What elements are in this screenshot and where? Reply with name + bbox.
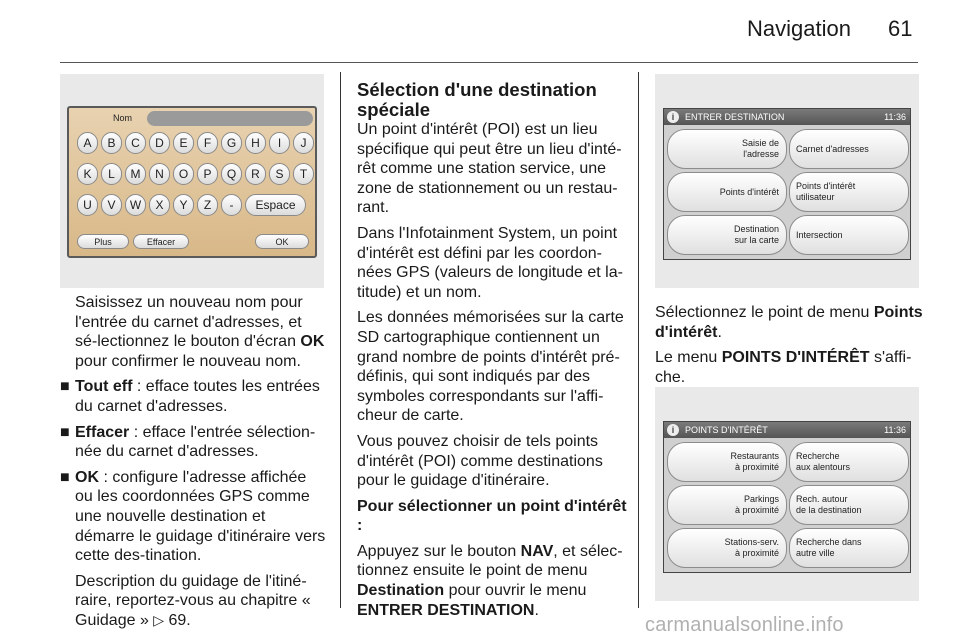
key[interactable]: P xyxy=(197,163,218,185)
search-nearby-button[interactable] xyxy=(789,442,909,482)
button-label: Restaurants à proximité xyxy=(730,451,779,472)
search-other-city-button[interactable] xyxy=(789,528,909,568)
key[interactable]: R xyxy=(245,163,266,185)
button-label: Points d'intérêt xyxy=(719,186,779,197)
section-heading: Sélection d'une destination spéciale xyxy=(357,79,597,120)
more-button[interactable]: Plus xyxy=(77,234,129,249)
procedure-heading: Pour sélectionner un point d'intérêt : xyxy=(357,497,627,535)
name-label: Nom xyxy=(113,113,133,123)
key[interactable]: V xyxy=(101,194,122,216)
search-near-destination-button[interactable] xyxy=(789,485,909,525)
key-row xyxy=(77,163,314,185)
paragraph: Les données mémorisées sur la carte SD cartographique contiennent un grand nombre de points d'intérêt pré-définis, qui sont indiqués par des symboles correspondants sur l'affi-cheur de carte. xyxy=(357,309,624,425)
key[interactable]: A xyxy=(77,132,98,154)
page-reference-icon: ▷ xyxy=(153,611,165,628)
button-label: Recherche aux alentours xyxy=(796,451,851,472)
key[interactable]: I xyxy=(269,132,290,154)
destination-menu-figure xyxy=(655,74,919,288)
button-label: Destination sur la carte xyxy=(733,224,779,245)
destination-screen xyxy=(663,108,911,260)
bullet-icon: ■ xyxy=(60,378,70,396)
key[interactable]: J xyxy=(293,132,314,154)
paragraph: Vous pouvez choisir de tels points d'intérêt (POI) comme destinations pour le guidage d'itinéraire. xyxy=(357,432,603,490)
key[interactable]: C xyxy=(125,132,146,154)
info-icon[interactable]: i xyxy=(667,424,679,436)
key[interactable]: Y xyxy=(173,194,194,216)
paragraph: Appuyez sur le bouton NAV, et sélec-tionnez ensuite le point de menu Destination pour ouvrir le menu ENTRER DESTINATION. xyxy=(357,542,623,619)
clear-button[interactable]: Effacer xyxy=(133,234,189,249)
clock: 11:36 xyxy=(884,425,906,435)
button-label: Carnet d'adresses xyxy=(796,143,869,154)
button-label: Saisie de l'adresse xyxy=(741,138,779,159)
header-rule xyxy=(60,62,918,63)
keyboard-screen xyxy=(67,106,317,258)
key[interactable]: F xyxy=(197,132,218,154)
key-row xyxy=(77,132,314,154)
key[interactable]: U xyxy=(77,194,98,216)
key[interactable]: E xyxy=(173,132,194,154)
button-label: Rech. autour de la destination xyxy=(796,494,862,515)
bullet-item: ■ Effacer : efface l'entrée sélection-née du carnet d'adresses. xyxy=(60,423,316,461)
button-label: Stations-serv. à proximité xyxy=(724,537,779,558)
key[interactable]: G xyxy=(221,132,242,154)
poi-screen xyxy=(663,421,911,573)
fuel-stations-nearby-button[interactable] xyxy=(667,528,787,568)
intersection-button[interactable] xyxy=(789,215,909,255)
bullet-icon: ■ xyxy=(60,423,70,441)
paragraph: Le menu POINTS D'INTÉRÊT s'affi-che. xyxy=(655,349,912,386)
guidance-reference: Description du guidage de l'itiné-raire, reportez-vous au chapitre « Guidage » ▷ 69. xyxy=(75,572,311,629)
paragraph: Un point d'intérêt (POI) est un lieu spécifique qui peut être un lieu d'inté-rêt comme une station service, une zone de stationnement ou un restau-rant. xyxy=(357,121,622,217)
key[interactable]: W xyxy=(125,194,146,216)
key[interactable]: D xyxy=(149,132,170,154)
button-label: Parkings à proximité xyxy=(734,494,779,515)
intro-paragraph: Saisissez un nouveau nom pour l'entrée du carnet d'adresses, et sé-lectionnez le bouton d'écran OK pour confirmer le nouveau nom. xyxy=(75,294,325,370)
column-3-text xyxy=(655,303,923,393)
key[interactable]: K xyxy=(77,163,98,185)
paragraph: Sélectionnez le point de menu Points d'intérêt. xyxy=(655,304,923,341)
column-1-text xyxy=(60,293,328,637)
screen-title-bar xyxy=(664,109,910,125)
screen-title-bar xyxy=(664,422,910,438)
page-header-title: Navigation xyxy=(747,16,851,41)
key[interactable]: B xyxy=(101,132,122,154)
map-destination-button[interactable] xyxy=(667,215,787,255)
bullet-icon: ■ xyxy=(60,468,70,486)
ok-button[interactable]: OK xyxy=(255,234,309,249)
bullet-item: ■ Tout eff : efface toutes les entrées du carnet d'adresses. xyxy=(60,378,320,415)
key[interactable]: N xyxy=(149,163,170,185)
key[interactable]: Q xyxy=(221,163,242,185)
key[interactable]: H xyxy=(245,132,266,154)
watermark: carmanualsonline.info xyxy=(645,614,844,636)
key[interactable]: M xyxy=(125,163,146,185)
address-book-button[interactable] xyxy=(789,129,909,169)
parking-nearby-button[interactable] xyxy=(667,485,787,525)
column-2-text xyxy=(357,80,627,626)
address-entry-button[interactable] xyxy=(667,129,787,169)
key[interactable]: T xyxy=(293,163,314,185)
column-divider xyxy=(638,72,639,608)
poi-button[interactable] xyxy=(667,172,787,212)
key[interactable]: - xyxy=(221,194,242,216)
key-row xyxy=(77,194,306,216)
button-label: Recherche dans autre ville xyxy=(796,537,862,558)
keyboard-figure xyxy=(60,74,324,288)
key[interactable]: O xyxy=(173,163,194,185)
column-divider xyxy=(340,72,341,608)
restaurants-nearby-button[interactable] xyxy=(667,442,787,482)
name-input[interactable] xyxy=(147,111,313,126)
clock: 11:36 xyxy=(884,112,906,122)
user-poi-button[interactable] xyxy=(789,172,909,212)
button-label: Points d'intérêt utilisateur xyxy=(796,181,856,202)
screen-title: ENTRER DESTINATION xyxy=(685,112,785,122)
key[interactable]: L xyxy=(101,163,122,185)
key[interactable]: S xyxy=(269,163,290,185)
page-number: 61 xyxy=(888,16,913,41)
space-key[interactable]: Espace xyxy=(245,194,306,216)
key[interactable]: X xyxy=(149,194,170,216)
poi-menu-figure xyxy=(655,387,919,601)
info-icon[interactable]: i xyxy=(667,111,679,123)
paragraph: Dans l'Infotainment System, un point d'intérêt est défini par les coordon-nées GPS (valeurs de longitude et la-titude) et un nom. xyxy=(357,224,623,301)
button-label: Intersection xyxy=(796,229,843,240)
screen-title: POINTS D'INTÉRÊT xyxy=(685,425,768,435)
bullet-item: ■ OK : configure l'adresse affichée ou les coordonnées GPS comme une nouvelle destination et démarre le guidage d'itinéraire vers cette des-tination. xyxy=(60,468,326,565)
key[interactable]: Z xyxy=(197,194,218,216)
